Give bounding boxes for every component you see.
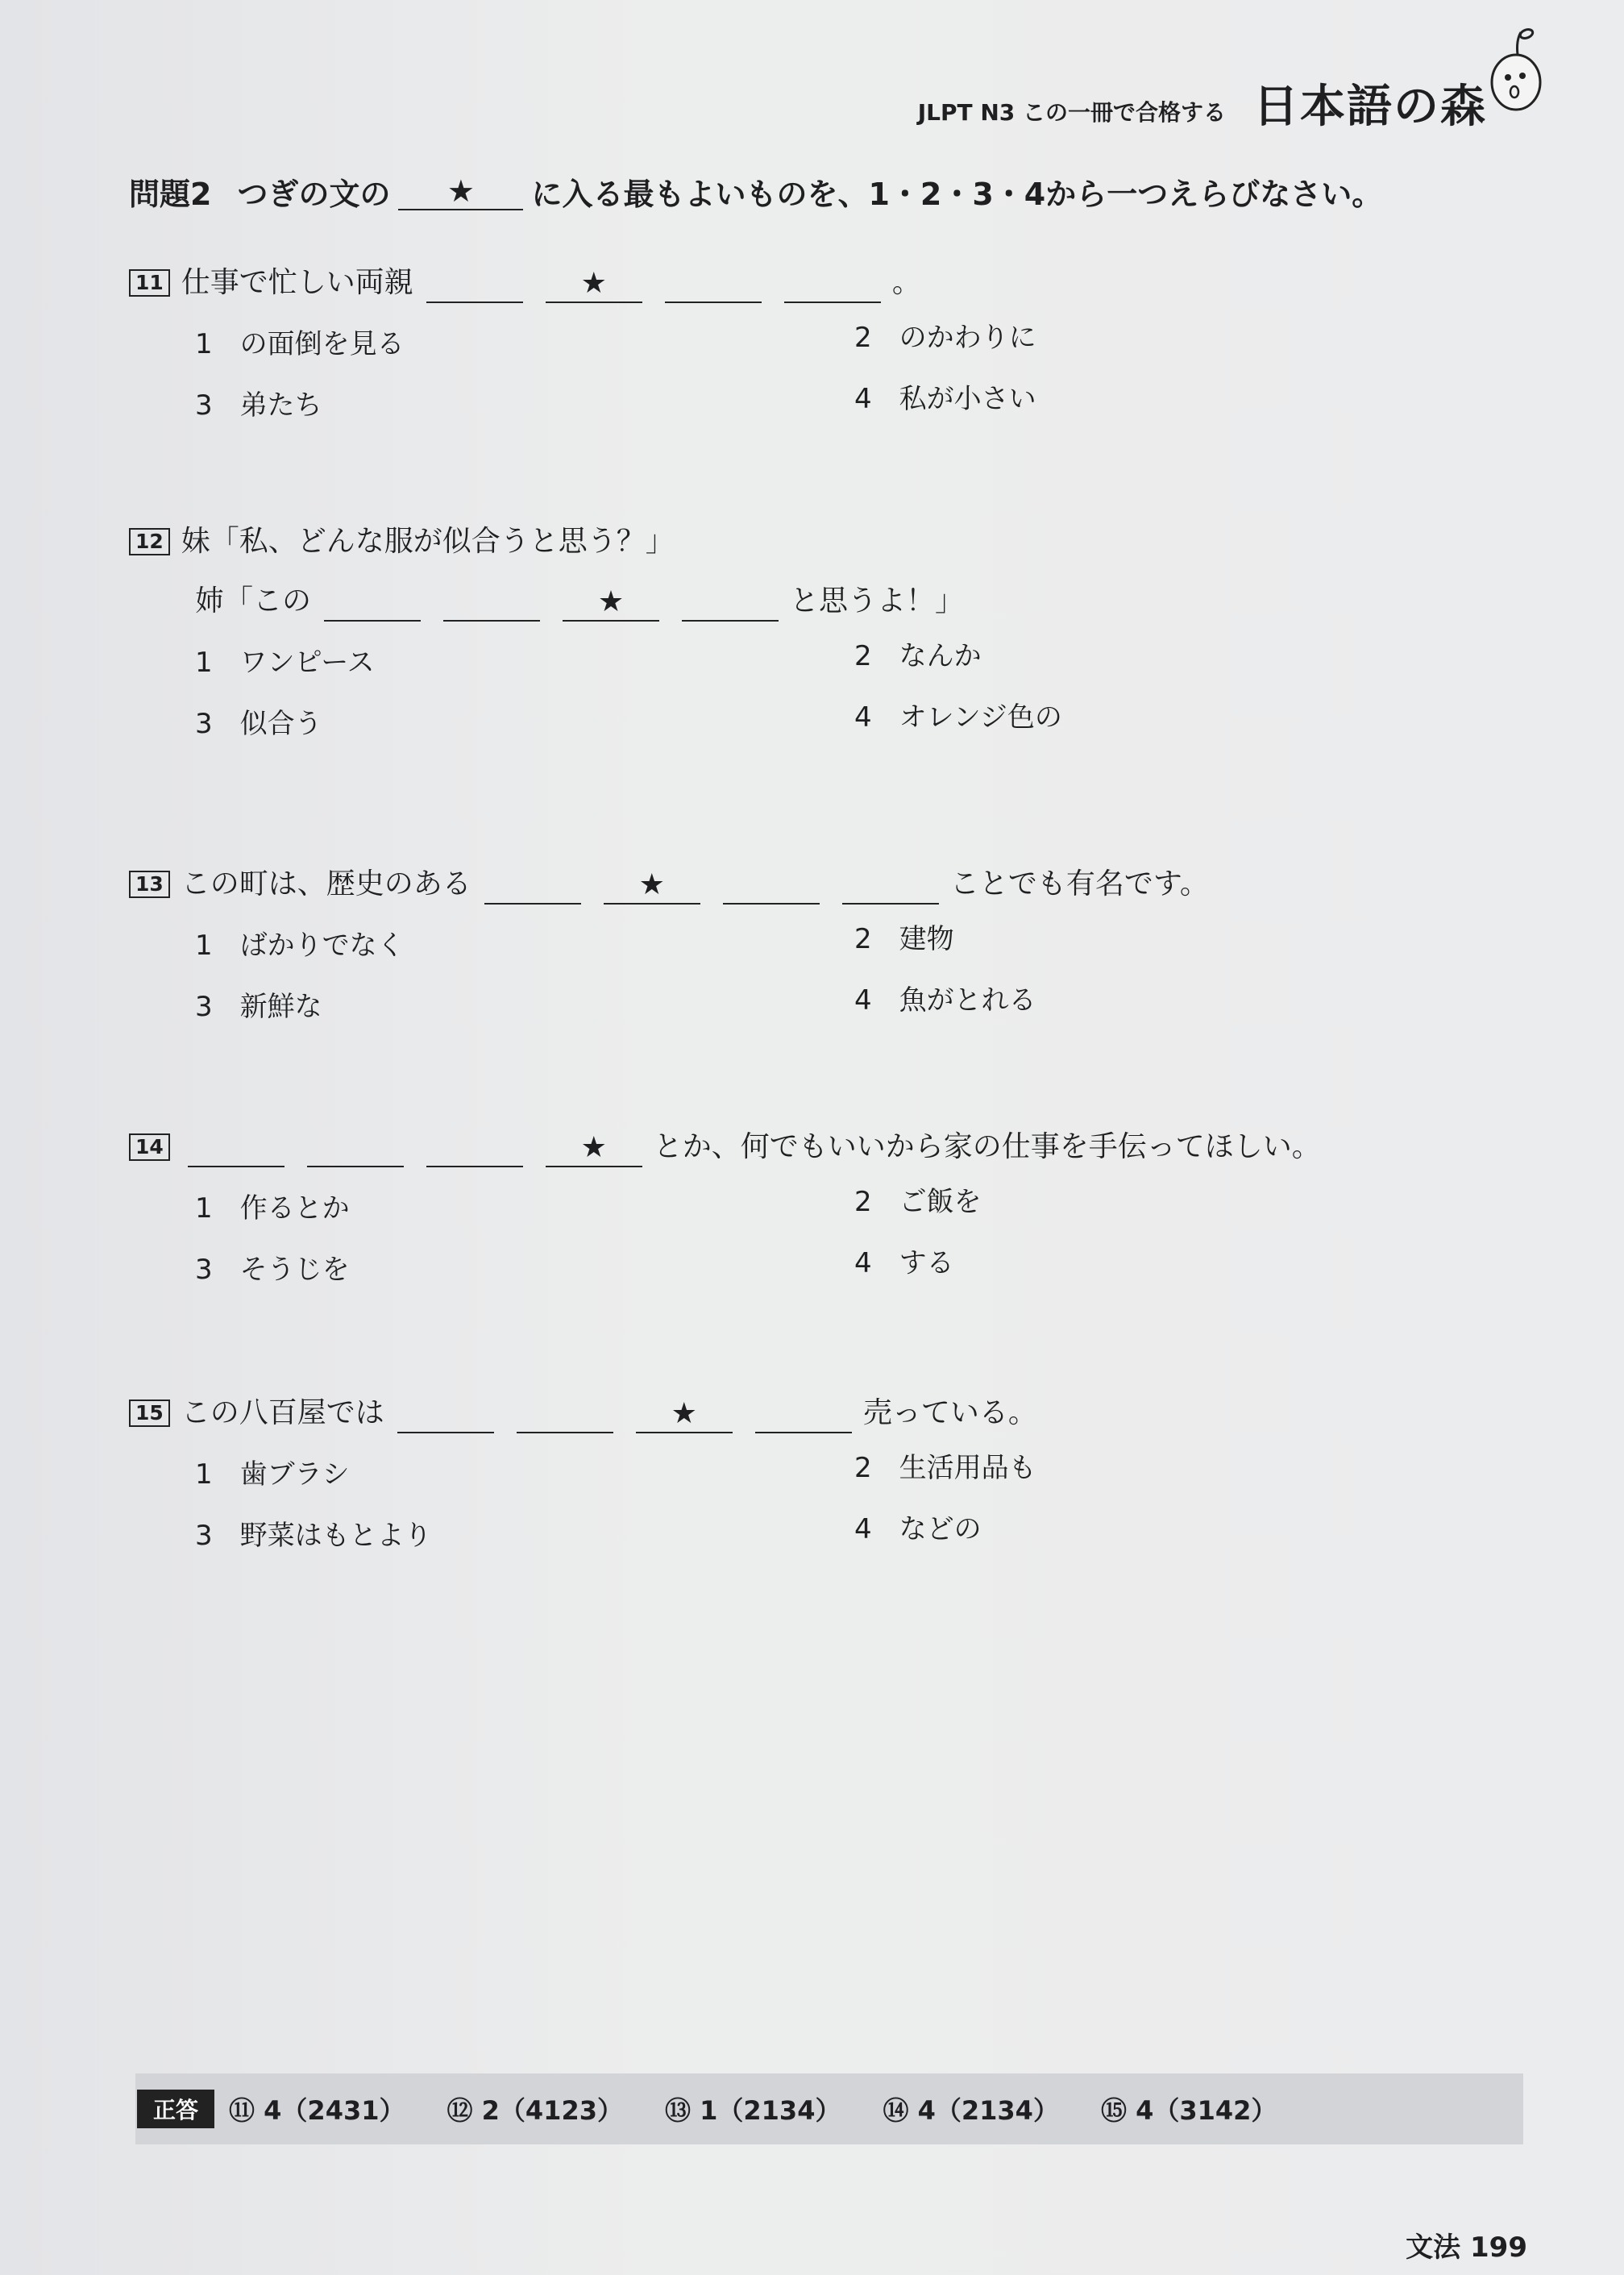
option-3: 3 弟たち [195,389,322,422]
page-header [918,71,1487,135]
star-answer-blank: ★ [604,867,700,905]
instructions-text-after: に入る最もよいものを、1・2・3・4から一つえらびなさい。 [531,177,1383,212]
star-answer-blank: ★ [546,1130,642,1167]
answer-blank [517,1396,613,1433]
page-footer [1406,2225,1527,2265]
answer-blank [426,266,523,303]
question-14 [129,1127,1499,1317]
question-text: この八百屋では [181,1396,384,1429]
option-4: 4 私が小さい [854,383,1036,415]
answer-blank [307,1130,404,1167]
question-text-end: と思うよ！」 [790,584,965,618]
option-2: 2 生活用品も [854,1452,1036,1484]
mascot-icon [1485,24,1550,121]
header-logo: 日本語の森 [1253,81,1487,133]
option-1: 1 歯ブラシ [195,1458,350,1491]
question-text-end: ことでも有名です。 [949,867,1209,900]
answer-blank [484,867,581,905]
option-3: 3 新鮮な [195,991,322,1023]
option-4: 4 する [854,1247,954,1279]
question-11 [129,263,1499,453]
answer-blank [188,1130,285,1167]
answer-blank [682,584,779,622]
question-number: 12 [129,528,170,555]
question-12 [129,522,1499,772]
question-13 [129,864,1499,1054]
option-4: 4 オレンジ色の [854,701,1062,734]
answer-blank [426,1130,523,1167]
answer-item: ⑪ 4（2431） [229,2095,405,2126]
star-blank: ★ [398,173,523,210]
option-2: 2 なんか [854,640,982,672]
option-3: 3 似合う [195,708,322,740]
options [129,324,1499,453]
options [129,925,1499,1054]
option-1: 1 の面倒を見る [195,328,405,360]
answer-blank [784,266,881,303]
star-answer-blank: ★ [636,1396,733,1433]
answer-blank [842,867,939,905]
question-text-end: 。 [891,266,921,299]
question-text: 仕事で忙しい両親 [181,266,413,299]
question-text: この町は、歴史のある [181,867,471,900]
options [129,640,1499,772]
star-answer-blank: ★ [563,584,659,622]
question-number: 14 [129,1133,170,1161]
answer-key-bar [135,2073,1523,2144]
option-1: 1 ワンピース [195,647,375,679]
answer-item: ⑭ 4（2134） [883,2095,1059,2126]
option-2: 2 のかわりに [854,322,1036,354]
answer-item: ⑬ 1（2134） [664,2095,841,2126]
question-text-line2: 姉「この [195,584,312,618]
instructions [129,169,1382,214]
answer-blank [665,266,762,303]
option-1: 1 作るとか [195,1192,350,1225]
options [129,1454,1499,1583]
problem-label: 問題2 [129,177,212,212]
question-text-end: 売っている。 [862,1396,1037,1429]
question-text-end: とか、何でもいいから家の仕事を手伝ってほしい。 [653,1130,1321,1163]
star-answer-blank: ★ [546,266,642,303]
options [129,1188,1499,1317]
answer-blank [324,584,421,622]
option-4: 4 魚がとれる [854,984,1036,1017]
answer-blank [397,1396,494,1433]
instructions-text-before: つぎの文の [237,177,391,212]
answer-blank [443,584,540,622]
answer-blank [723,867,820,905]
answer-item: ⑫ 2（4123） [446,2095,623,2126]
footer-section: 文法 [1406,2231,1461,2264]
question-15 [129,1393,1499,1583]
question-number: 15 [129,1400,170,1427]
option-2: 2 ご飯を [854,1186,982,1218]
option-3: 3 そうじを [195,1254,350,1286]
option-4: 4 などの [854,1513,982,1545]
question-text: 妹「私、どんな服が似合うと思う？」 [181,525,675,558]
page-number: 199 [1470,2231,1527,2264]
answer-blank [755,1396,852,1433]
option-3: 3 野菜はもとより [195,1520,432,1552]
header-subtitle: JLPT N3 この一冊で合格する [917,99,1226,126]
answer-item: ⑮ 4（3142） [1100,2095,1277,2126]
option-2: 2 建物 [854,923,954,955]
question-number: 11 [129,269,170,297]
option-1: 1 ばかりでなく [195,930,405,962]
answer-key-label: 正答 [137,2090,214,2128]
question-number: 13 [129,871,170,898]
